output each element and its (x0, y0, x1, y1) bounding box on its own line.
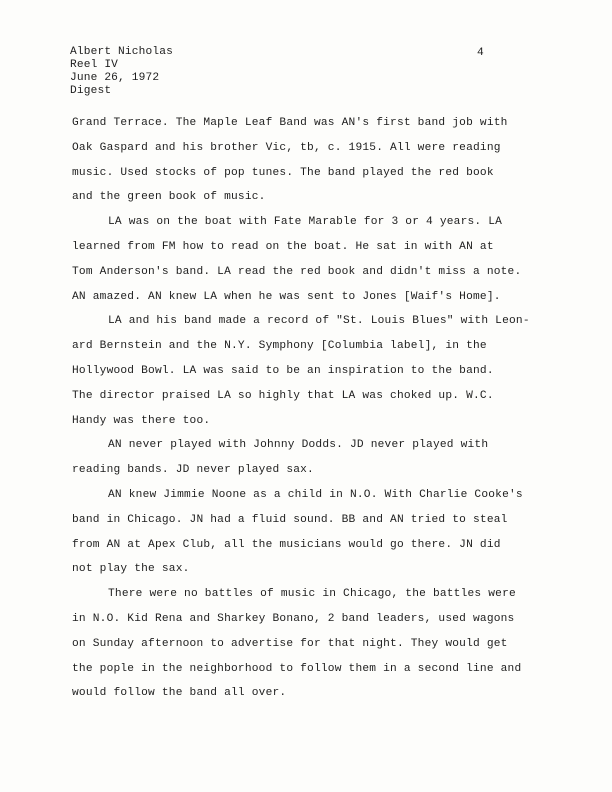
paragraph (72, 210, 558, 309)
interviewee-name: Albert Nicholas (70, 46, 173, 58)
page-number: 4 (477, 47, 484, 59)
text-line: would follow the band all over. (72, 687, 287, 700)
paragraph (72, 433, 558, 483)
text-line: and the green book of music. (72, 191, 266, 204)
paragraph (72, 111, 558, 210)
text-line: LA was on the boat with Fate Marable for 3 or 4 years. LA (108, 216, 503, 229)
text-line: LA and his band made a record of "St. Louis Blues" with Leon- (108, 315, 530, 328)
text-line: in N.O. Kid Rena and Sharkey Bonano, 2 band leaders, used wagons (72, 612, 515, 625)
text-line: the pople in the neighborhood to follow them in a second line and (72, 662, 522, 675)
digest-body (72, 111, 558, 706)
document-header (70, 46, 173, 98)
text-line: Hollywood Bowl. LA was said to be an inspiration to the band. (72, 364, 494, 377)
text-line: on Sunday afternoon to advertise for that night. They would get (72, 637, 508, 650)
paragraph (72, 483, 558, 582)
text-line: band in Chicago. JN had a fluid sound. BB and AN tried to steal (72, 513, 508, 526)
text-line: Oak Gaspard and his brother Vic, tb, c. 1915. All were reading (72, 141, 501, 154)
text-line: There were no battles of music in Chicago, the battles were (108, 588, 516, 601)
paragraph (72, 309, 558, 433)
text-line: Grand Terrace. The Maple Leaf Band was AN's first band job with (72, 117, 508, 129)
text-line: not play the sax. (72, 563, 190, 576)
text-line: ard Bernstein and the N.Y. Symphony [Columbia label], in the (72, 340, 487, 353)
paragraph (72, 582, 558, 706)
text-line: Handy was there too. (72, 414, 211, 427)
text-line: learned from FM how to read on the boat. He sat in with AN at (72, 240, 494, 253)
text-line: AN never played with Johnny Dodds. JD never played with (108, 439, 489, 452)
interview-date: June 26, 1972 (70, 72, 160, 84)
text-line: music. Used stocks of pop tunes. The band played the red book (72, 166, 494, 179)
document-type: Digest (70, 85, 112, 97)
text-line: AN amazed. AN knew LA when he was sent to Jones [Waif's Home]. (72, 290, 501, 303)
text-line: Tom Anderson's band. LA read the red book and didn't miss a note. (72, 265, 522, 278)
text-line: AN knew Jimmie Noone as a child in N.O. With Charlie Cooke's (108, 488, 523, 501)
text-line: from AN at Apex Club, all the musicians would go there. JN did (72, 538, 501, 551)
text-line: reading bands. JD never played sax. (72, 464, 314, 477)
reel-label: Reel IV (70, 59, 119, 71)
text-line: The director praised LA so highly that LA was choked up. W.C. (72, 389, 494, 402)
